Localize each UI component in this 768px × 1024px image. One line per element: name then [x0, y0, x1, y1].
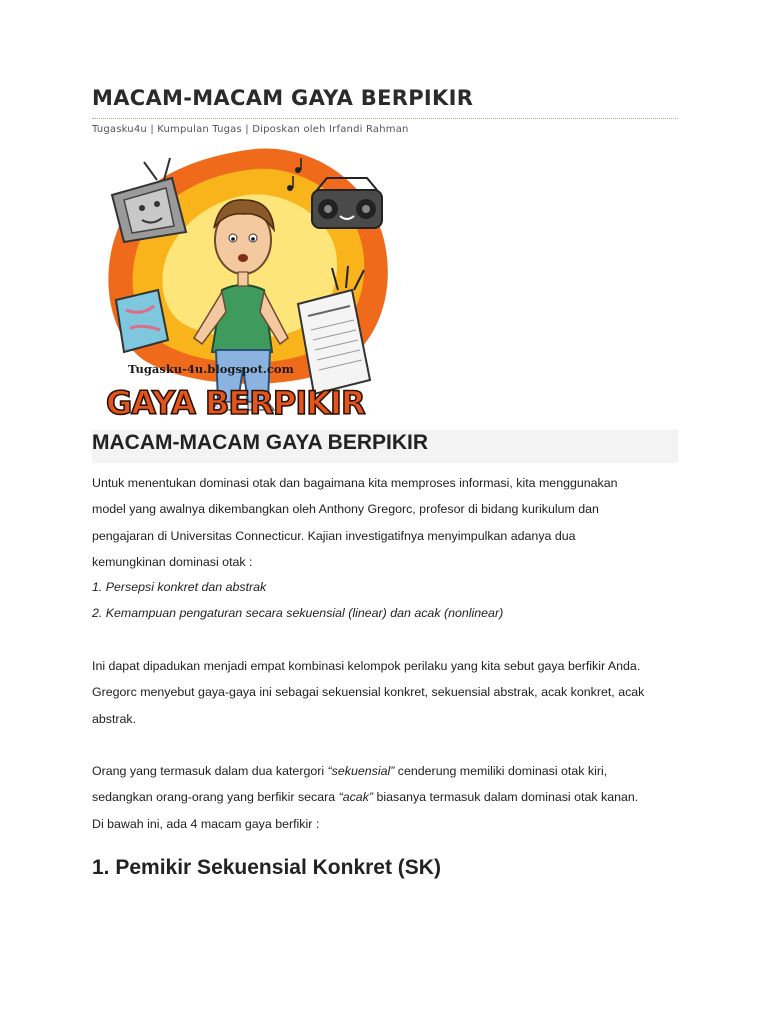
section-heading: MACAM-MACAM GAYA BERPIKIR: [92, 431, 429, 454]
paragraph-line: model yang awalnya dikembangkan oleh Anthony Gregorc, profesor di bidang kurikulum dan: [92, 502, 599, 517]
text-run: cenderung memiliki dominasi otak kiri,: [394, 764, 608, 778]
emphasis-acak: “acak”: [338, 790, 374, 805]
text-run: sedangkan orang-orang yang berfikir secara: [92, 790, 339, 805]
list-item: 2. Kemampuan pengaturan secara sekuensial (linear) dan acak (nonlinear): [92, 606, 504, 620]
text-run: Di bawah ini, ada 4 macam gaya berfikir :: [92, 816, 320, 831]
tv-icon: [112, 158, 186, 242]
map-icon: [116, 290, 168, 352]
article-illustration: [102, 140, 392, 426]
paragraph-line: abstrak.: [92, 711, 137, 726]
post-title[interactable]: MACAM-MACAM GAYA BERPIKIR: [92, 86, 474, 110]
text-run: Orang yang termasuk dalam dua katergori: [92, 764, 328, 778]
paragraph-line: Ini dapat dipadukan menjadi empat kombinasi kelompok perilaku yang kita sebut gaya berfikir Anda.: [92, 659, 641, 673]
subsection-heading: 1. Pemikir Sekuensial Konkret (SK): [92, 856, 441, 879]
emphasis-sekuensial: “sekuensial”: [327, 764, 395, 778]
post-meta: Tugasku4u | Kumpulan Tugas | Diposkan oleh Irfandi Rahman: [92, 124, 409, 135]
paragraph-line: Untuk menentukan dominasi otak dan bagaimana kita memproses informasi, kita menggunakan: [92, 476, 618, 490]
combination-paragraph: [92, 653, 678, 732]
hero-url-text: Tugasku-4u.blogspot.com: [128, 362, 294, 376]
paragraph-line: pengajaran di Universitas Connecticur. Kajian investigatifnya menyimpulkan adanya dua: [92, 528, 576, 543]
gaya-berpikir-illustration: [102, 140, 392, 426]
dominance-paragraph: [92, 758, 678, 837]
hero-banner-text: GAYA BERPIKIR: [106, 384, 365, 422]
text-run: biasanya termasuk dalam dominasi otak kanan.: [373, 790, 639, 805]
paragraph-line: kemungkinan dominasi otak :: [92, 554, 253, 569]
title-divider: [92, 118, 678, 119]
paragraph-line: Gregorc menyebut gaya-gaya ini sebagai sekuensial konkret, sekuensial abstrak, acak konkret, acak: [92, 685, 645, 700]
list-item: 1. Persepsi konkret dan abstrak: [92, 580, 267, 594]
intro-paragraph: [92, 470, 678, 575]
